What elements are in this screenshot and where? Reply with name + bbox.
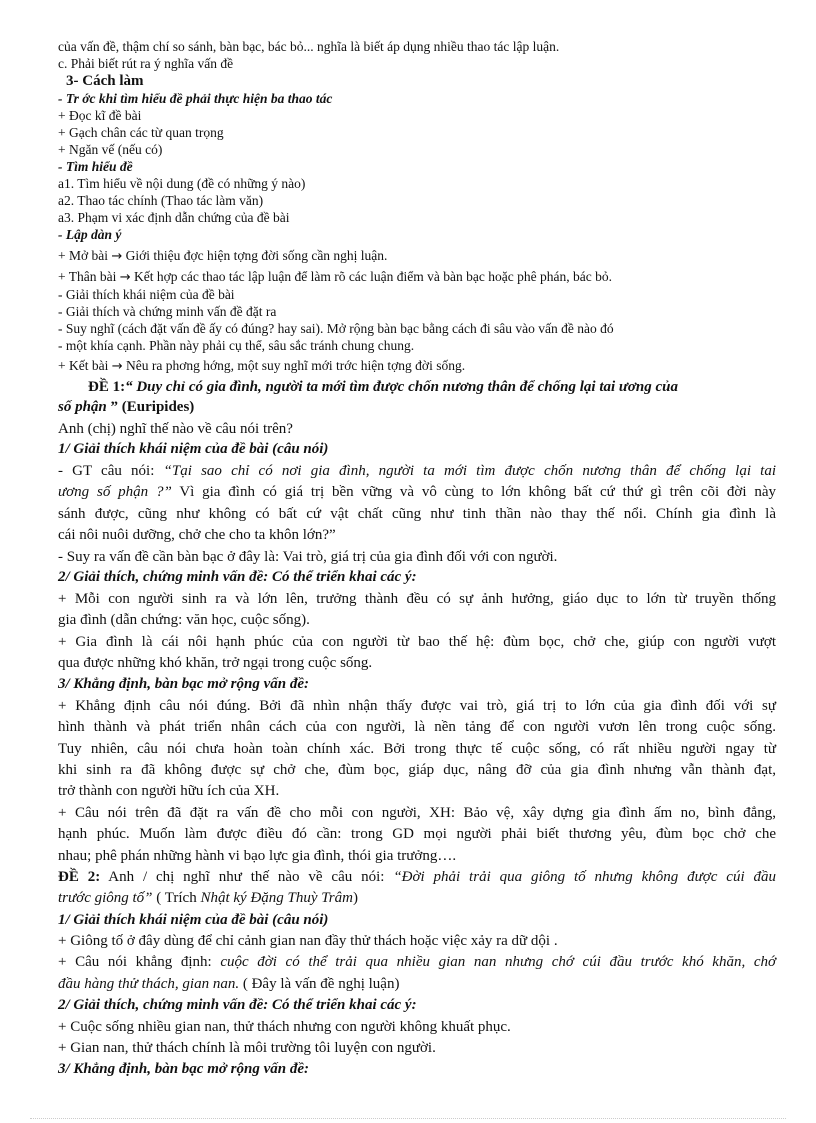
exercise-label: ĐỀ 2: — [58, 869, 101, 885]
text-segment: + Mở bài — [58, 248, 108, 263]
text-segment: Nêu ra phơng hớng, một suy nghĩ mới trớc hiện tợng đời sống. — [126, 358, 466, 373]
paragraph-line: sánh được, cũng như không có bất cứ vật chất cũng như tinh thần nào thay thế nổi. Chính gia đình là — [58, 506, 776, 522]
quote-text: “ Duy chỉ có gia đình, người ta mới tìm được chốn nương thân để chống lại tai ương của — [125, 379, 679, 395]
paragraph-line: hình thành và phát triển nhân cách của con người, là nền tảng để con người vươn lên trong cuộc sống. — [58, 719, 776, 735]
paragraph-line: + Mỗi con người sinh ra và lớn lên, trưởng thành đều có sự ảnh hưởng, giáo dục to lớn từ truyền thống — [58, 591, 776, 607]
text-line: + Ngăn vế (nếu có) — [58, 142, 163, 157]
quote-text: số phận — [58, 399, 107, 415]
text-segment: + Kết bài — [58, 358, 109, 373]
quote-text: trước giông tố” — [58, 890, 153, 906]
exercise-label: ĐỀ 1: — [88, 379, 126, 395]
text-segment: + Câu nói khẳng định: — [58, 954, 221, 970]
paragraph-line: nhau; phê phán những hành vi bạo lực gia đình, thói gia trưởng…. — [58, 848, 457, 864]
paragraph-line: + Câu nói trên đã đặt ra vấn đề cho mỗi con người, XH: Bảo vệ, xây dựng gia đình ấm no, bình đẳng, — [58, 805, 776, 821]
paragraph-line: cái nôi nuôi dưỡng, chở che cho ta khôn lớn?” — [58, 527, 336, 543]
section-heading: 1/ Giải thích khái niệm của đề bài (câu nói) — [58, 441, 329, 457]
text-line: Anh (chị) nghĩ thế nào về câu nói trên? — [58, 421, 293, 437]
text-line: a2. Thao tác chính (Thao tác làm văn) — [58, 193, 264, 208]
section-heading: 2/ Giải thích, chứng minh vấn đề: Có thể triển khai các ý: — [58, 569, 417, 585]
text-segment: Giới thiệu đợc hiện tợng đời sống cần nghị luận. — [125, 248, 388, 263]
text-line: - một khía cạnh. Phần này phải cụ thể, sâu sắc tránh chung chung. — [58, 338, 415, 353]
paragraph-line: khi sinh ra đã không được sự chở che, đùm bọc, giáp dục, nâng đỡ của gia đình nhưng vẫn thành đạt, — [58, 762, 776, 778]
paragraph-line: trở thành con người hữu ích của XH. — [58, 783, 280, 799]
section-heading: 3/ Khẳng định, bàn bạc mở rộng vấn đề: — [58, 676, 310, 692]
paragraph-line: + Gian nan, thử thách chính là môi trường tôi luyện con người. — [58, 1040, 436, 1056]
text-line: - Giải thích và chứng minh vấn đề đặt ra — [58, 304, 277, 319]
exercise-title-cont — [58, 398, 776, 416]
paragraph-line — [58, 953, 776, 971]
paragraph-line: + Giông tố ở đây dùng để chỉ cảnh gian nan đầy thử thách hoặc việc xảy ra dữ dội . — [58, 933, 558, 949]
subheading: - Lập dàn ý — [58, 227, 122, 242]
quote-text: cuộc đời có thể trải qua nhiều gian nan nhưng chớ cúi đầu trước khó khăn, chớ — [220, 954, 776, 970]
arrow-right-icon: → — [119, 270, 131, 285]
section-heading: 3- Cách làm — [66, 73, 144, 89]
section-heading: 3/ Khẳng định, bàn bạc mở rộng vấn đề: — [58, 1061, 310, 1077]
quote-text: “Tại sao chỉ có nơi gia đình, người ta mới tìm được chốn nương thân để chống lại tai — [163, 463, 777, 479]
paragraph-line: + Cuộc sống nhiều gian nan, thử thách nhưng con người không khuất phục. — [58, 1019, 511, 1035]
paragraph-line: + Khẳng định câu nói đúng. Bởi đã nhìn nhận thấy được vai trò, giá trị to lớn của gia đình đối với sự — [58, 698, 776, 714]
paragraph-line: hạnh phúc. Muốn làm được điều đó cần: trong GD mọi người phải biết thương yêu, đùm bọc chở che — [58, 826, 776, 842]
text-line: a1. Tìm hiểu về nội dung (đề có những ý nào) — [58, 176, 306, 191]
source-title: Nhật ký Đặng Thuỳ Trâm — [200, 890, 353, 906]
paragraph-line: - Suy ra vấn đề cần bàn bạc ở đây là: Vai trò, giá trị của gia đình đối với con người. — [58, 549, 558, 565]
quote-text: “Đời phải trải qua giông tố nhưng không được cúi đầu — [393, 869, 776, 885]
quote-text: đầu hàng thử thách, gian nan. — [58, 976, 240, 992]
text-line: c. Phải biết rút ra ý nghĩa vấn đề — [58, 56, 234, 71]
section-heading: 1/ Giải thích khái niệm của đề bài (câu nói) — [58, 912, 329, 928]
exercise-title — [58, 868, 776, 886]
exercise-title-cont — [58, 889, 776, 907]
text-segment: - GT câu nói: — [58, 463, 164, 479]
paragraph-line: gia đình (dẫn chứng: văn học, cuộc sống). — [58, 612, 310, 628]
quote-text: ương số phận ?” — [58, 484, 172, 500]
arrow-right-icon: → — [111, 359, 123, 374]
text-segment: Kết hợp các thao tác lập luận để làm rõ các luận điểm và bàn bạc hoặc phê phán, bác bỏ. — [134, 269, 612, 284]
text-segment: Vì gia đình có giá trị bền vững và vô cùng to lớn không bất cứ thứ gì trên cõi đời này — [171, 484, 776, 500]
arrow-right-icon: → — [111, 249, 123, 264]
text-segment: ( Trích — [152, 890, 201, 906]
paragraph-line: Tuy nhiên, câu nói chưa hoàn toàn chính xác. Bởi trong thực tế cuộc sống, có rất nhiều người ngay từ — [58, 741, 776, 757]
paragraph-line: qua được những khó khăn, trở ngại trong cuộc sống. — [58, 655, 373, 671]
section-heading: 2/ Giải thích, chứng minh vấn đề: Có thể triển khai các ý: — [58, 997, 417, 1013]
text-line: + Gạch chân các từ quan trọng — [58, 125, 224, 140]
text-segment: + Thân bài — [58, 269, 117, 284]
text-line: của vấn đề, thậm chí so sánh, bàn bạc, bác bỏ... nghĩa là biết áp dụng nhiều thao tác lập luận. — [58, 39, 560, 54]
page-bottom-rule — [30, 1118, 786, 1119]
text-segment: ) — [352, 890, 358, 906]
text-line — [58, 357, 776, 376]
text-line: - Giải thích khái niệm của đề bài — [58, 287, 235, 302]
text-line: a3. Phạm vi xác định dẫn chứng của đề bài — [58, 210, 290, 225]
paragraph-line: + Gia đình là cái nôi hạnh phúc của con người từ bao thế hệ: đùm bọc, chở che, giúp con người vượt — [58, 634, 776, 650]
text-line — [58, 268, 776, 287]
exercise-title — [88, 378, 776, 396]
text-line: + Đọc kĩ đề bài — [58, 108, 142, 123]
paragraph-line — [58, 975, 776, 993]
text-segment: Anh / chị nghĩ như thế nào về câu nói: — [100, 869, 394, 885]
text-line — [58, 247, 776, 266]
paragraph-line — [58, 483, 776, 501]
subheading: - Tìm hiểu đề — [58, 159, 133, 174]
paragraph-line — [58, 462, 776, 480]
quote-author: ” (Euripides) — [106, 399, 195, 415]
text-line: - Suy nghĩ (cách đặt vấn đề ấy có đúng? hay sai). Mở rộng bàn bạc bằng cách đi sâu vào vấn đề nào đó — [58, 321, 614, 336]
subheading: - Tr ớc khi tìm hiểu đề phải thực hiện ba thao tác — [58, 91, 333, 106]
text-segment: ( Đây là vấn đề nghị luận) — [239, 976, 400, 992]
